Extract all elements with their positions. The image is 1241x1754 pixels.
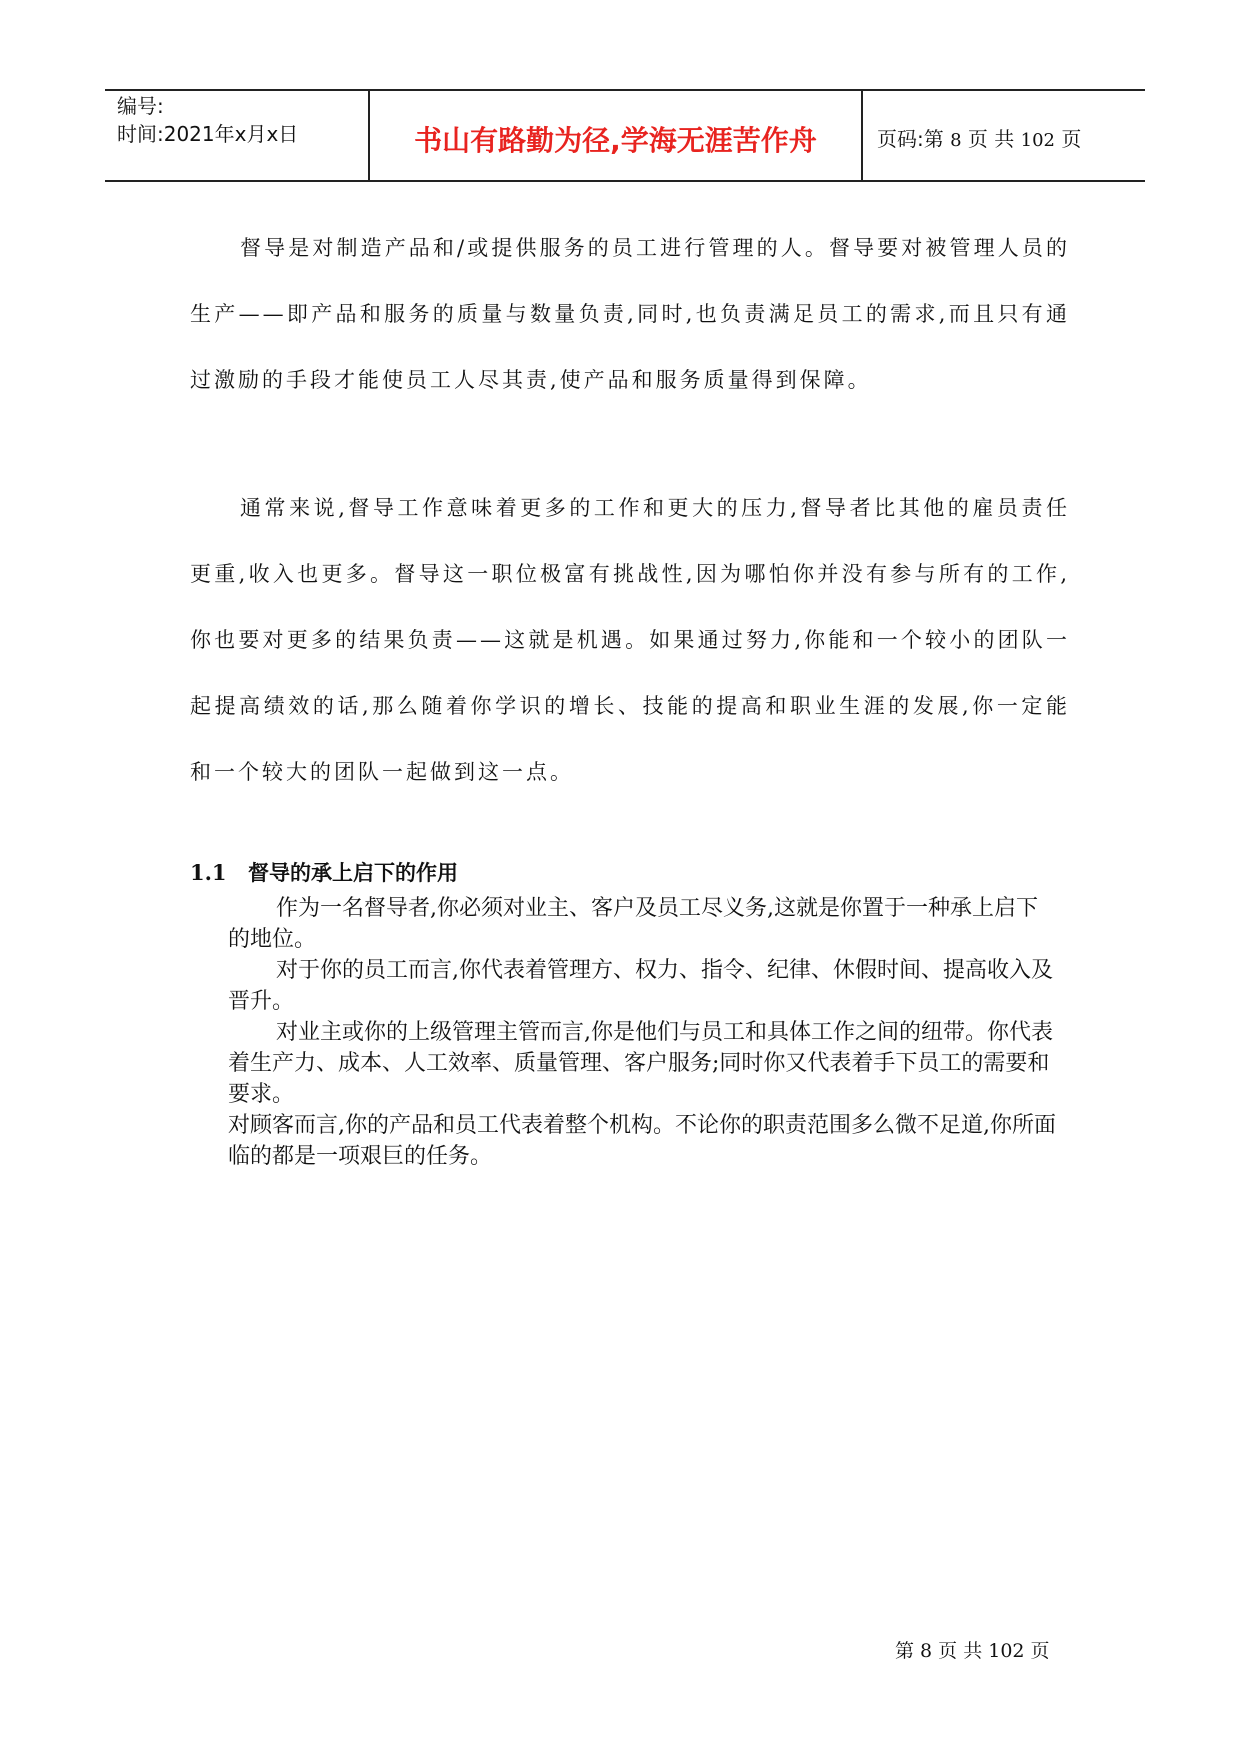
intro-paragraph-1: 督导是对制造产品和/或提供服务的员工进行管理的人。督导要对被管理人员的生产——即产品和服务的质量与数量负责,同时,也负责满足员工的需求,而且只有通过激励的手段才能使员工人尽其责,使产品和服务质量得到保障。 [190, 236, 1070, 392]
section-paragraph: 对顾客而言,你的产品和员工代表着整个机构。不论你的职责范围多么微不足道,你所面临的都是一项艰巨的任务。 [228, 1113, 1056, 1169]
header-page-cell [863, 91, 1145, 180]
page-suffix: 页 [1061, 127, 1082, 151]
header-motto-cell [370, 91, 863, 180]
document-number-label: 编号: [117, 94, 164, 118]
section-number: 1.1 [190, 860, 227, 885]
page-total: 102 [1020, 130, 1055, 151]
header-motto: 书山有路勤为径,学海无涯苦作舟 [414, 124, 817, 157]
document-date: 时间:2021年x月x日 [117, 122, 299, 146]
page-footer: 第 8 页 共 102 页 [895, 1640, 1050, 1662]
section-heading [190, 857, 458, 887]
section-paragraph: 对业主或你的上级管理主管而言,你是他们与员工和具体工作之间的纽带。你代表着生产力、成本、人工效率、质量管理、客户服务;同时你又代表着手下员工的需要和要求。 [228, 1020, 1053, 1107]
document-header [105, 89, 1145, 182]
section-paragraph: 对于你的员工而言,你代表着管理方、权力、指令、纪律、休假时间、提高收入及晋升。 [228, 958, 1053, 1014]
section-paragraph: 作为一名督导者,你必须对业主、客户及员工尽义务,这就是你置于一种承上启下的地位。 [228, 896, 1038, 952]
header-left-cell [105, 91, 370, 180]
intro-paragraph-2: 通常来说,督导工作意味着更多的工作和更大的压力,督导者比其他的雇员责任更重,收入也更多。督导这一职位极富有挑战性,因为哪怕你并没有参与所有的工作,你也要对更多的结果负责——这就是机遇。如果通过努力,你能和一个较小的团队一起提高绩效的话,那么随着你学识的增长、技能的提高和职业生涯的发展,你一定能和一个较大的团队一起做到这一点。 [190, 496, 1070, 784]
page-mid: 页 共 [967, 127, 1015, 151]
page-number: 8 [950, 130, 962, 151]
page-prefix: 页码:第 [877, 127, 944, 151]
header-page-info [877, 123, 1081, 152]
section-title: 督导的承上启下的作用 [248, 861, 458, 885]
section-body [228, 893, 1058, 1172]
